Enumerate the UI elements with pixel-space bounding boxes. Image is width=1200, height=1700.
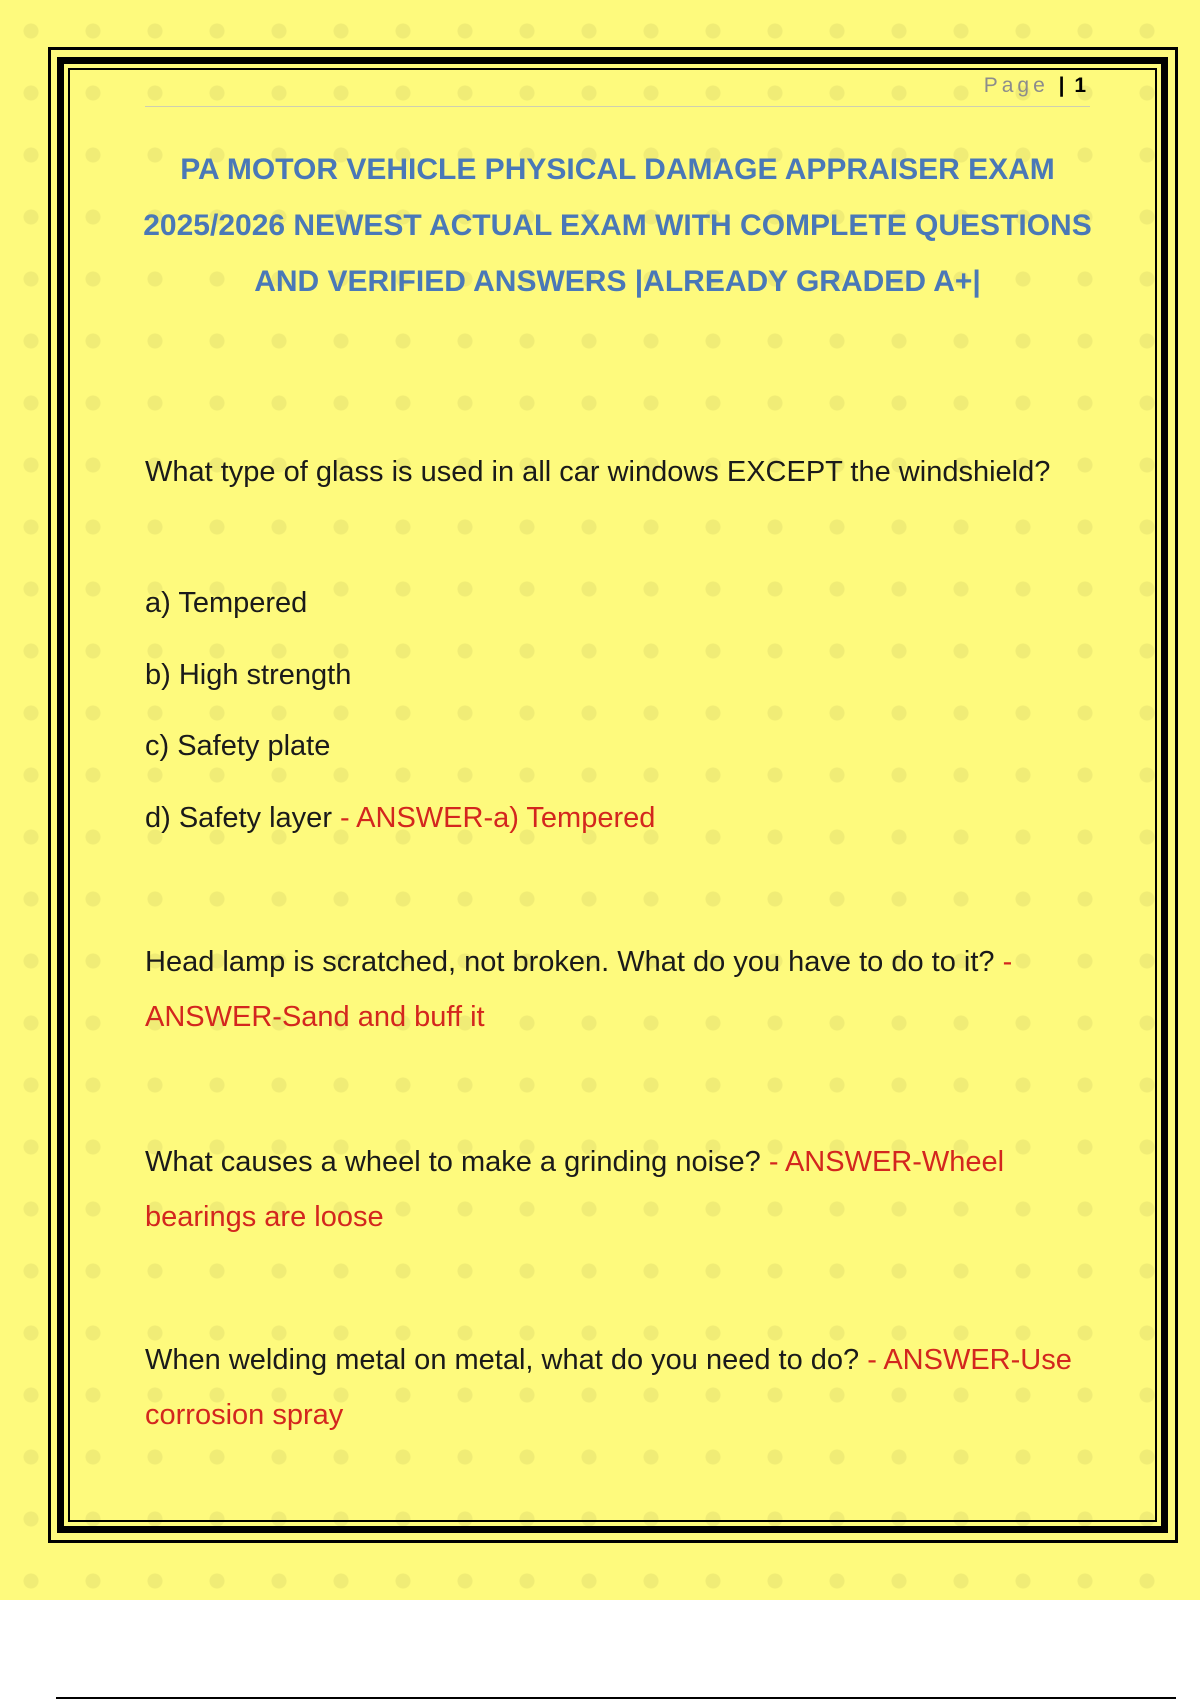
question-1-text: What type of glass is used in all car windows EXCEPT the windshield?: [145, 456, 1051, 488]
question-2-answer: - ANSWER-Sand and buff it: [145, 946, 1013, 1033]
question-4-answer: - ANSWER-Use corrosion spray: [145, 1344, 1072, 1431]
question-3-text: What causes a wheel to make a grinding noise?: [145, 1146, 761, 1178]
question-3-answer: - ANSWER-Wheel bearings are loose: [145, 1146, 1005, 1233]
question-1-option-b: b) High strength: [145, 659, 352, 691]
bottom-divider: [56, 1697, 1176, 1699]
header-divider: [145, 106, 1090, 107]
question-1-option-d-text: d) Safety layer: [145, 802, 332, 834]
page-label: Page: [983, 74, 1049, 97]
question-1-answer: - ANSWER-a) Tempered: [331, 802, 656, 834]
question-1: [145, 445, 1090, 500]
page-number-header: [984, 74, 1088, 98]
question-3: [145, 1135, 1090, 1245]
question-4-text: When welding metal on metal, what do you need to do?: [145, 1344, 860, 1376]
document-title: PA MOTOR VEHICLE PHYSICAL DAMAGE APPRAISER EXAM 2025/2026 NEWEST ACTUAL EXAM WITH COMPLETE QUESTIONS AND VERIFIED ANSWERS |ALREADY GRADED A+|: [143, 153, 1092, 298]
page-number: | 1: [1058, 74, 1088, 97]
question-2-text: Head lamp is scratched, not broken. What do you have to do to it?: [145, 946, 995, 978]
question-4: [145, 1333, 1090, 1443]
question-1-option-c: c) Safety plate: [145, 730, 331, 762]
question-1-option-d: [145, 798, 655, 838]
question-1-option-a: a) Tempered: [145, 587, 308, 619]
question-2: [145, 935, 1090, 1045]
